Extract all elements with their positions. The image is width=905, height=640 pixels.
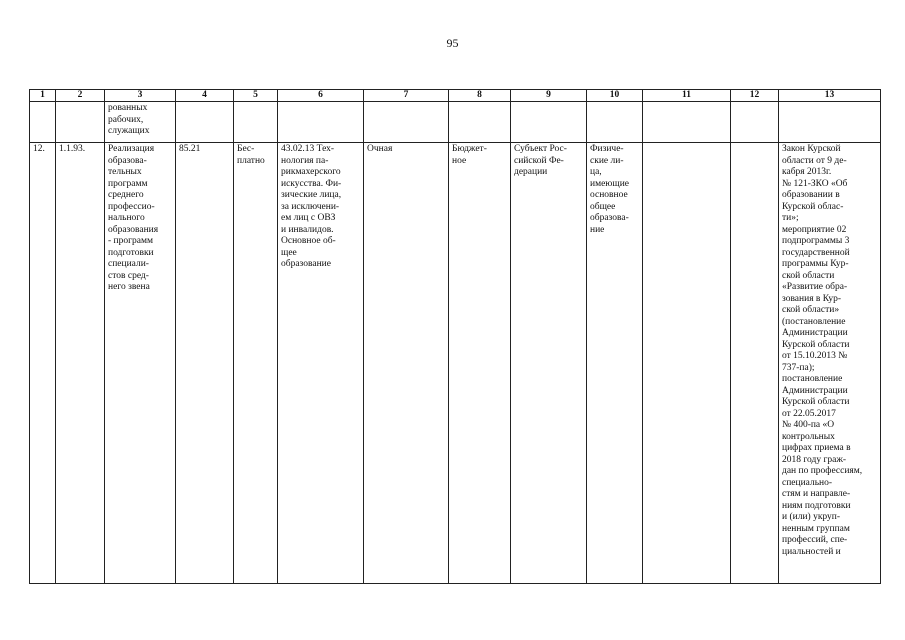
table-cell bbox=[234, 102, 278, 143]
table-cell bbox=[643, 102, 731, 143]
column-header: 10 bbox=[587, 90, 643, 102]
registry-code-cell: 1.1.93. bbox=[56, 143, 105, 584]
legal-basis-cell: Закон Курской области от 9 де- кабря 2013г. № 121-ЗКО «Об образовании в Курской облас- ти»; мероприятие 02 подпрограммы 3 государственной программы Кур- ской области «Развитие обра- зования в Кур- ской области» (постановление Администрации Курской области от 15.10.2013 № 737-па); постановление Администрации Курской области от 22.05.2017 № 400-па «О контрольных цифрах приема в 2018 году граж- дан по профессиям, специально- стям и направле- ниям подготовки и (или) укруп- ненным группам профессий, спе- циальностей и bbox=[779, 143, 881, 584]
column-header: 12 bbox=[731, 90, 779, 102]
table-cell bbox=[56, 102, 105, 143]
service-name-cell: Реализация образова- тельных программ среднего профессио- нального образования - программ подготовки специали- стов сред- него звена bbox=[105, 143, 176, 584]
content-cell: 43.02.13 Тех- нология па- рикмахерского искусства. Фи- зические лица, за исключени- ем лиц с ОВЗ и инвалидов. Основное об- щее образование bbox=[278, 143, 364, 584]
table-cell bbox=[511, 102, 587, 143]
column-header: 3 bbox=[105, 90, 176, 102]
row-number-cell: 12. bbox=[30, 143, 56, 584]
table-cell bbox=[779, 102, 881, 143]
form-cell: Очная bbox=[364, 143, 449, 584]
column-header: 9 bbox=[511, 90, 587, 102]
column-header: 6 bbox=[278, 90, 364, 102]
column-number-row bbox=[30, 90, 881, 102]
page-number: 95 bbox=[446, 36, 459, 50]
column-header: 1 bbox=[30, 90, 56, 102]
registry-table bbox=[29, 89, 881, 584]
consumers-cell: Физиче- ские ли- ца, имеющие основное общее образова- ние bbox=[587, 143, 643, 584]
table-cell bbox=[176, 102, 234, 143]
table-cell bbox=[643, 143, 731, 584]
authority-cell: Субъект Рос- сийской Фе- дерации bbox=[511, 143, 587, 584]
column-header: 8 bbox=[449, 90, 511, 102]
column-header: 13 bbox=[779, 90, 881, 102]
column-header: 4 bbox=[176, 90, 234, 102]
column-header: 7 bbox=[364, 90, 449, 102]
column-header: 11 bbox=[643, 90, 731, 102]
table-cell bbox=[587, 102, 643, 143]
continuation-row bbox=[30, 102, 881, 143]
column-header: 2 bbox=[56, 90, 105, 102]
table-cell bbox=[731, 143, 779, 584]
okved-code-cell: 85.21 bbox=[176, 143, 234, 584]
table-cell bbox=[449, 102, 511, 143]
table-cell: рованных рабочих, служащих bbox=[105, 102, 176, 143]
table-cell bbox=[30, 102, 56, 143]
column-header: 5 bbox=[234, 90, 278, 102]
table-cell bbox=[731, 102, 779, 143]
payment-cell: Бес- платно bbox=[234, 143, 278, 584]
table-cell bbox=[278, 102, 364, 143]
table-cell bbox=[364, 102, 449, 143]
table-row bbox=[30, 143, 881, 584]
institution-type-cell: Бюджет- ное bbox=[449, 143, 511, 584]
